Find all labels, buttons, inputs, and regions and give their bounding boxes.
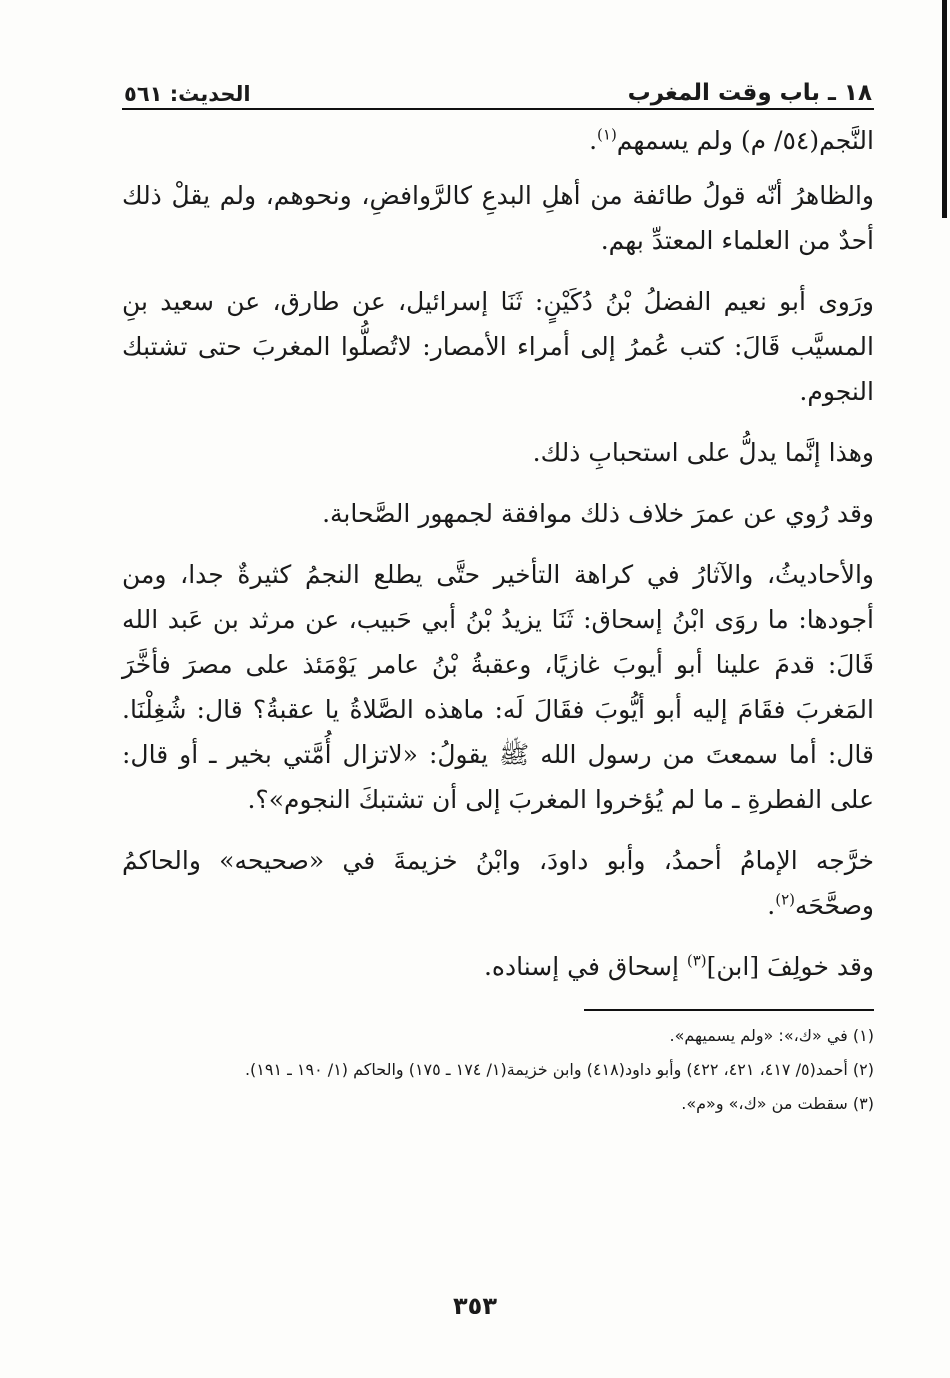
paragraph-7: خرَّجه الإمامُ أحمدُ، وأبو داودَ، وابْنُ خزيمةَ في «صحيحه» والحاكمُ وصحَّحَه$^{(٢)}$. bbox=[122, 846, 874, 920]
paragraph-8: وقد خولِفَ [ابن]$^{(٣)}$ إسحاق في إسناده. bbox=[483, 951, 874, 981]
hadith-label: الحديث: ٥٦١ bbox=[124, 82, 251, 106]
paragraph-5: وقد رُوي عن عمرَ خلاف ذلك موافقة لجمهور الصَّحابة. bbox=[322, 499, 874, 528]
paragraph-4: وهذا إنَّما يدلُّ على استحبابِ ذلك. bbox=[532, 438, 874, 467]
paragraph-6: والأحاديثُ، والآثارُ في كراهة التأخير حتَّى يطلع النجمُ كثيرةٌ جدا، ومن أجودها: ما روَى ابْنُ إسحاق: ثَنَا يزيدُ بْنُ أبي حَبيب، عن مرثد بن عَبد الله قَالَ: قدمَ علينا أبو أيوبَ غازيًا، وعقبةُ بْنُ عامر يَوْمَئذ على مصرَ فأخَّرَ المَغربَ فقَامَ إليه أبو أيُّوبَ فقَالَ لَه: ماهذه الصَّلاةُ يا عقبةُ؟ قال: شُغِلْنَا. قال: أما سمعتَ من رسول الله ﷺ يقولُ: «لاتزال أُمَّتي بخير ـ أو قال: على الفطرةِ ـ ما لم يُؤخروا المغربَ إلى أن تشتبكَ النجوم»؟. bbox=[122, 560, 874, 814]
footnote-ref-3: (٣) bbox=[686, 951, 707, 970]
book-page bbox=[122, 66, 874, 1121]
running-header bbox=[122, 66, 874, 110]
chapter-title: ١٨ ـ باب وقت المغرب bbox=[627, 80, 872, 106]
footnote-3: (٣) سقطت من «ك،» و«م». bbox=[681, 1094, 874, 1113]
paragraph-3: ورَوى أبو نعيم الفضلُ بْنُ دُكَيْنٍ: ثَنَا إسرائيل، عن طارق، عن سعيد بنِ المسيَّب قَالَ: كتب عُمرُ إلى أمراء الأمصار: لاتُصلُّوا المغربَ حتى تشتبك النجوم. bbox=[122, 287, 874, 406]
footnote-ref-1: (١) bbox=[597, 125, 617, 144]
footnote-2: (٢) أحمد(٥/ ٤١٧، ٤٢١، ٤٢٢) وأبو داود(٤١٨) وابن خزيمة(١/ ١٧٤ ـ ١٧٥) والحاكم (١/ ١٩٠ ـ ١٩١). bbox=[244, 1060, 874, 1079]
footnote-1: (١) في «ك،»: «ولم يسميهم». bbox=[669, 1026, 874, 1045]
main-text bbox=[122, 118, 874, 989]
footnote-divider bbox=[584, 1009, 874, 1011]
footnote-ref-2: (٢) bbox=[775, 890, 796, 909]
footnotes bbox=[122, 1009, 874, 1121]
page-edge-rule bbox=[942, 0, 947, 218]
page-number: ٣٥٣ bbox=[453, 1292, 497, 1320]
paragraph-1: النَّجم(٥٤/ م) ولم يسمهم$^{(١)}$. bbox=[589, 125, 874, 155]
paragraph-2: والظاهرُ أنّه قولُ طائفة من أهلِ البدعِ كالرَّوافضِ، ونحوهم، ولم يقلْ ذلك أحدٌ من العلماء المعتدِّ بهم. bbox=[122, 181, 874, 255]
